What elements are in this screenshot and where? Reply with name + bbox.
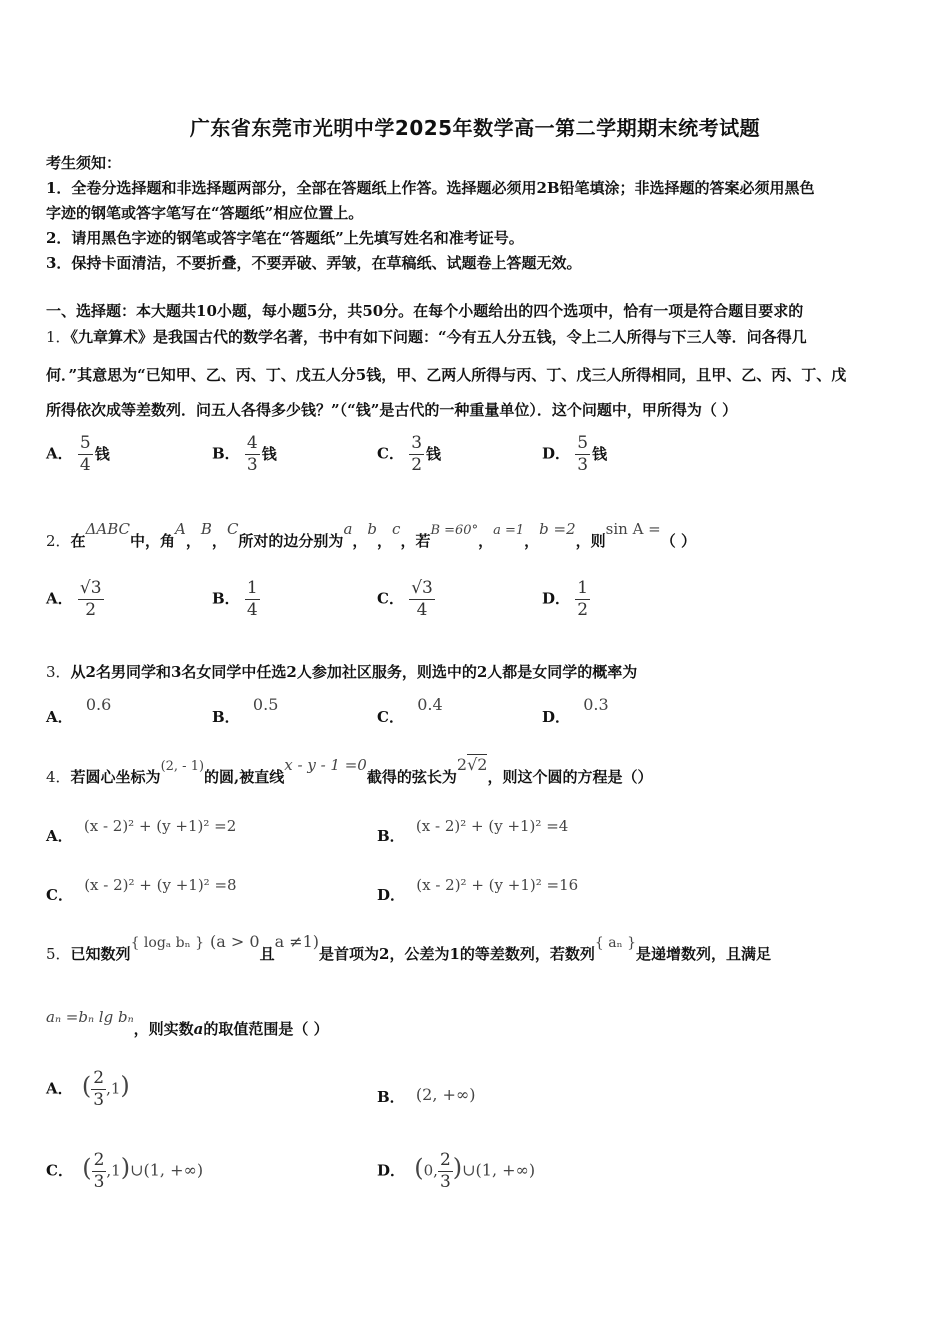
- fraction-numerator: 3: [411, 433, 423, 453]
- q5-option-a[interactable]: [46, 1068, 130, 1111]
- bracket-open: (: [414, 1153, 424, 1182]
- fraction-numerator: 1: [577, 578, 589, 598]
- section-title: 一、选择题：本大题共10小题，每小题5分，共50分。在每个小题给出的四个选项中，恰有一项是符合题目要求的: [46, 302, 804, 320]
- q2-option-b[interactable]: [212, 578, 260, 621]
- question-2-line: [46, 520, 916, 554]
- option-unit: 钱: [94, 444, 110, 463]
- option-label: D．: [377, 886, 406, 904]
- q1-option-b[interactable]: [212, 433, 277, 476]
- interval-tail: ,1: [106, 1079, 121, 1098]
- bracket-open: (: [81, 1071, 92, 1100]
- fraction: [409, 578, 435, 621]
- question-text: ，则: [575, 532, 606, 550]
- option-label: B．: [212, 589, 240, 608]
- question-number: 3．: [46, 663, 71, 681]
- q1-option-a[interactable]: [46, 433, 110, 476]
- option-label: C．: [377, 589, 404, 608]
- question-number: 4．: [46, 768, 71, 786]
- bracket-close: ): [120, 1071, 130, 1100]
- fraction-denominator: 3: [93, 1172, 105, 1192]
- option-unit: 钱: [261, 444, 277, 463]
- q4-option-a[interactable]: [46, 815, 237, 845]
- question-text: 在: [70, 532, 86, 550]
- q2-option-d[interactable]: [542, 578, 590, 621]
- option-unit: 钱: [426, 444, 442, 463]
- fraction-numerator: 5: [577, 433, 589, 453]
- bracket-close: ): [452, 1153, 463, 1182]
- bracket-open: (: [82, 1153, 92, 1182]
- notice-item-1-cont: 字迹的钢笔或答字笔写在“答题纸”相应位置上。: [46, 204, 364, 222]
- notice-item-3: 3．保持卡面清洁，不要折叠，不要弄破、弄皱，在草稿纸、试题卷上答题无效。: [46, 254, 582, 272]
- q1-option-c[interactable]: [377, 433, 441, 476]
- page-title: 广东省东莞市光明中学2025年数学高一第二学期期末统考试题: [189, 116, 761, 140]
- question-1-line-2: 何．”其意思为“已知甲、乙、丙、丁、戊五人分5钱，甲、乙两人所得与丙、丁、戊三人所得相同，且甲、乙、丙、丁、戊: [46, 366, 847, 384]
- fraction-numerator: 2: [93, 1150, 105, 1170]
- question-number: 5．: [46, 945, 71, 963]
- answer-paren: （ ）: [660, 532, 696, 550]
- interval-tail: ,1: [106, 1161, 121, 1180]
- question-text: 且: [259, 945, 275, 963]
- question-3-line: [46, 661, 916, 683]
- option-equation: (x - 2)² + (y +1)² =8: [84, 876, 237, 894]
- fraction-numerator: 4: [246, 433, 258, 453]
- q3-option-a[interactable]: [46, 694, 112, 726]
- question-text: 是递增数列，且满足: [636, 945, 772, 963]
- q3-option-b[interactable]: [212, 694, 279, 726]
- question-text: 《九章算术》是我国古代的数学名著，书中有如下问题：“今有五人分五钱，令上二人所得与下三人等．问各得几: [70, 328, 807, 346]
- math-side-c: c: [392, 520, 401, 538]
- notice-heading: 考生须知：: [46, 154, 122, 172]
- separator: ，: [524, 532, 540, 550]
- math-relation: aₙ =bₙ lg bₙ: [46, 1008, 134, 1026]
- fraction: [575, 578, 590, 621]
- fraction: [91, 1068, 106, 1111]
- fraction: [575, 433, 590, 476]
- math-angle-a: A: [175, 520, 186, 538]
- fraction-denominator: 3: [439, 1172, 451, 1192]
- option-label: D．: [542, 444, 571, 463]
- fraction-numerator: 5: [79, 433, 91, 453]
- question-text: ，若: [400, 532, 431, 550]
- option-label: A．: [46, 444, 73, 463]
- option-value: 0.4: [417, 695, 443, 714]
- math-center: (2, - 1): [160, 759, 205, 774]
- fraction: [438, 1150, 453, 1193]
- q2-option-c[interactable]: [377, 578, 435, 621]
- option-value: 0.3: [583, 695, 609, 714]
- fraction-denominator: 4: [79, 455, 91, 475]
- option-label: D．: [542, 708, 571, 726]
- q4-option-d[interactable]: [377, 874, 579, 904]
- bracket-close: ): [120, 1153, 131, 1182]
- separator: ，: [377, 532, 393, 550]
- option-label: C．: [377, 444, 404, 463]
- option-label: B．: [212, 708, 240, 726]
- option-label: A．: [46, 589, 73, 608]
- math-condition-b-side: b =2: [539, 520, 576, 538]
- fraction: [245, 433, 260, 476]
- fraction-numerator: √3: [411, 578, 433, 598]
- q3-option-c[interactable]: [377, 694, 443, 726]
- fraction: [409, 433, 424, 476]
- option-value: 0.5: [252, 695, 279, 714]
- q5-option-d[interactable]: [377, 1150, 535, 1193]
- option-unit: 钱: [592, 444, 608, 463]
- option-value: 0.6: [85, 695, 112, 714]
- separator: ，: [478, 532, 494, 550]
- q5-option-b[interactable]: [377, 1086, 476, 1107]
- separator: ，: [211, 532, 227, 550]
- q4-option-c[interactable]: [46, 874, 237, 904]
- option-label: A．: [46, 827, 73, 845]
- math-condition-b: B =60°: [430, 523, 479, 538]
- question-text: 的取值范围是（ ）: [203, 1020, 329, 1038]
- math-angle-c: C: [226, 520, 239, 538]
- question-text: 所对的边分别为: [238, 532, 344, 550]
- question-5-line-1: [46, 932, 916, 966]
- fraction: [92, 1150, 107, 1193]
- option-label: D．: [542, 589, 571, 608]
- question-text: 若圆心坐标为: [70, 768, 161, 786]
- q3-option-d[interactable]: [542, 694, 609, 726]
- math-condition-a-positive: (a > 0: [210, 932, 260, 951]
- q2-option-a[interactable]: [46, 578, 104, 621]
- math-chord-coefficient: 2: [456, 755, 468, 774]
- math-log-sequence: { logₐ bₙ }: [130, 935, 205, 951]
- math-triangle: ΔABC: [85, 520, 131, 538]
- option-label: C．: [46, 886, 73, 904]
- math-angle-b: B: [200, 520, 212, 538]
- fraction-denominator: 3: [93, 1090, 105, 1110]
- question-text: 截得的弦长为: [366, 768, 457, 786]
- fraction-denominator: 3: [577, 455, 589, 475]
- question-1-line-3: 所得依次成等差数列．问五人各得多少钱？”（“钱”是古代的一种重量单位）．这个问题中，甲所得为（ ）: [46, 401, 738, 419]
- option-equation: (x - 2)² + (y +1)² =2: [83, 817, 237, 835]
- math-chord-radicand: 2: [477, 755, 488, 774]
- fraction-numerator: 2: [93, 1068, 105, 1088]
- question-text: ，则实数: [133, 1020, 194, 1038]
- question-4-line: [46, 755, 916, 790]
- question-text: 的圆,被直线: [204, 768, 285, 786]
- interval-head: 0,: [423, 1161, 438, 1180]
- math-chord-radical: √2: [467, 755, 488, 774]
- fraction: [245, 578, 260, 621]
- interval-union: ∪(1, +∞): [130, 1160, 204, 1180]
- q1-option-d[interactable]: [542, 433, 607, 476]
- option-label: C．: [46, 1161, 73, 1180]
- question-text: 已知数列: [70, 945, 131, 963]
- math-line: x - y - 1 =0: [284, 756, 367, 774]
- question-number: 1．: [46, 328, 71, 346]
- math-side-b: b: [367, 520, 378, 538]
- fraction: [78, 578, 104, 621]
- question-5-line-2: [46, 1008, 916, 1040]
- math-sequence-a: { aₙ }: [594, 935, 637, 951]
- q5-option-c[interactable]: [46, 1150, 203, 1193]
- notice-item-1: 1．全卷分选择题和非选择题两部分，全部在答题纸上作答。选择题必须用2B铅笔填涂；非选择题的答案必须用黑色: [46, 179, 815, 197]
- option-label: D．: [377, 1161, 406, 1180]
- option-label: A．: [46, 708, 73, 726]
- option-label: B．: [377, 1088, 405, 1106]
- option-label: B．: [377, 827, 405, 845]
- option-label: C．: [377, 708, 404, 726]
- question-1-line-1: [46, 326, 916, 348]
- fraction-denominator: 2: [411, 455, 423, 475]
- math-side-a: a: [343, 520, 353, 538]
- math-condition-a: a =1: [493, 523, 525, 538]
- option-label: B．: [212, 444, 240, 463]
- fraction-numerator: 1: [246, 578, 258, 598]
- option-interval: (2, +∞): [415, 1085, 476, 1104]
- option-equation: (x - 2)² + (y +1)² =16: [416, 876, 579, 894]
- question-text: ，则这个圆的方程是（）: [487, 768, 653, 786]
- fraction-denominator: 2: [78, 599, 104, 621]
- math-target: sin A =: [605, 520, 661, 538]
- question-text: 是首项为2，公差为1的等差数列，若数列: [319, 945, 595, 963]
- separator: ，: [185, 532, 201, 550]
- fraction-denominator: 4: [409, 599, 435, 621]
- option-equation: (x - 2)² + (y +1)² =4: [415, 817, 569, 835]
- fraction-denominator: 4: [246, 600, 258, 620]
- fraction-denominator: 2: [577, 600, 589, 620]
- fraction-numerator: √3: [79, 578, 102, 598]
- interval-union: ∪(1, +∞): [462, 1160, 536, 1180]
- question-text: 从2名男同学和3名女同学中任选2人参加社区服务，则选中的2人都是女同学的概率为: [70, 663, 638, 681]
- math-condition-a-not-one: a ≠1): [274, 932, 320, 951]
- question-text: 中，角: [130, 532, 176, 550]
- option-label: A．: [46, 1079, 73, 1098]
- fraction-numerator: 2: [439, 1150, 451, 1170]
- fraction: [78, 433, 93, 476]
- question-number: 2．: [46, 532, 71, 550]
- notice-item-2: 2．请用黑色字迹的钢笔或答字笔在“答题纸”上先填写姓名和准考证号。: [46, 229, 524, 247]
- fraction-denominator: 3: [246, 455, 258, 475]
- q4-option-b[interactable]: [377, 815, 569, 845]
- math-variable: a: [193, 1020, 204, 1038]
- separator: ，: [352, 532, 368, 550]
